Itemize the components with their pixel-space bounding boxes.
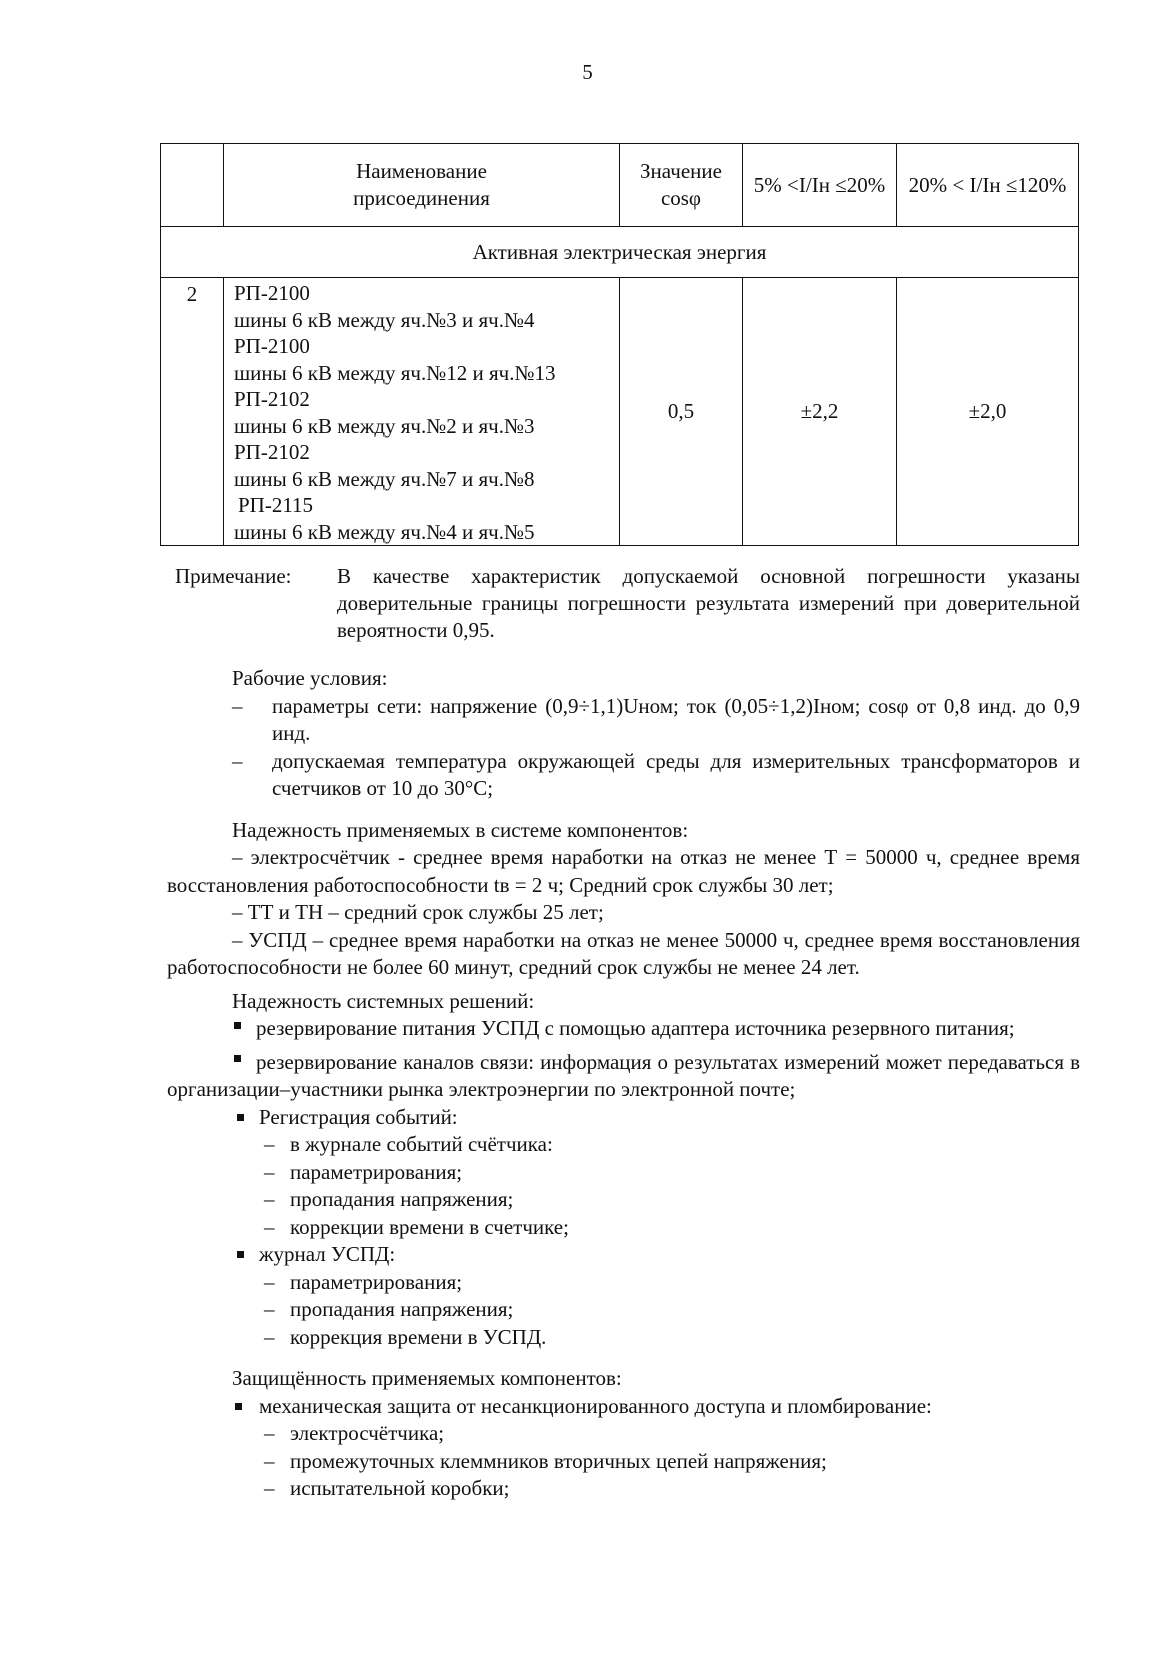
list-item-text: промежуточных клеммников вторичных цепей напряжения; [290,1448,827,1473]
header-cos: Значение cosφ [640,159,722,210]
list-item-text: коррекция времени в УСПД. [290,1324,547,1349]
bullet-text: механическая защита от несанкционированного доступа и пломбирование: [259,1393,932,1418]
header-range2: 20% < I/Iн ≤120% [897,144,1079,227]
name-line: шины 6 кВ между яч.№12 и яч.№13 [234,360,556,385]
list-item [167,1448,1080,1476]
section-row [161,227,1079,278]
name-line: РП-2115 [238,493,314,517]
list-item-text: пропадания напряжения; [290,1187,514,1211]
dash-icon: – [264,1159,275,1184]
note-block [175,563,1080,644]
name-line: РП-2102 [234,387,310,411]
working-conditions-heading: Рабочие условия: [232,666,388,690]
header-range1: 5% <I/Iн ≤20% [743,144,897,227]
bullet-text: Регистрация событий: [259,1104,458,1129]
reliability-solutions-heading: Надежность системных решений: [232,988,535,1013]
header-num-cell [161,144,224,227]
header-cos-cell [620,144,743,227]
bullet-text: резервирование каналов связи: информация о результатах измерений может передаваться в организации–участники рынка электроэнергии по электронной почте; [167,1049,1080,1101]
bullet-icon [235,1403,242,1410]
error-range1: ±2,2 [743,278,897,546]
list-item-text: испытательной коробки; [290,1476,510,1500]
bullet-icon [237,1251,244,1258]
header-name: Наименование присоединения [353,159,490,210]
dash-icon: – [264,1297,275,1321]
bullet-item [167,1241,1080,1269]
list-item-text: пропадания напряжения; [290,1297,514,1321]
list-item-text: параметрирования; [290,1269,463,1294]
body-text [167,665,1080,1503]
dash-icon: – [232,748,243,773]
list-item [167,1214,1080,1242]
name-line: РП-2100 [234,281,310,305]
dash-icon: – [264,1187,275,1211]
bullet-text: резервирование питания УСПД с помощью адаптера источника резервного питания; [256,1016,1015,1040]
protection-heading: Защищённость применяемых компонентов: [232,1366,622,1390]
bullet-icon [237,1114,244,1121]
accuracy-table [160,143,1079,546]
list-item-text: в журнале событий счётчика: [290,1132,553,1156]
name-line: шины 6 кВ между яч.№3 и яч.№4 [234,307,535,332]
list-item: – ТТ и ТН – средний срок службы 25 лет; [232,900,604,924]
table-row [161,278,1079,546]
bullet-icon [234,1055,241,1062]
dash-icon: – [264,1448,275,1473]
cos-value: 0,5 [620,278,743,546]
list-item-text: электросчётчика; [290,1421,445,1445]
list-item [167,1475,1080,1503]
connection-names [224,278,620,546]
name-line: РП-2102 [234,440,310,464]
list-item [167,1420,1080,1448]
list-item [167,1131,1080,1159]
bullet-item [167,1049,1080,1104]
error-range2: ±2,0 [897,278,1079,546]
bullet-icon [234,1022,241,1029]
dash-icon: – [264,1421,275,1445]
dash-icon: – [264,1324,275,1349]
bullet-item [167,1015,1080,1043]
bullet-item [167,1393,1080,1421]
list-item [167,1296,1080,1324]
list-item-text: параметрирования; [290,1159,463,1184]
note-text: В качестве характеристик допускаемой основной погрешности указаны доверительные границы погрешности результата измерений при доверительной вероятности 0,95. [337,564,1080,642]
list-item-text: коррекции времени в счетчике; [290,1214,569,1239]
name-line: РП-2100 [234,334,310,358]
section-title: Активная электрическая энергия [161,227,1079,278]
page-number: 5 [582,60,593,84]
dash-icon: – [264,1214,275,1239]
list-item [167,1159,1080,1187]
table-header-row [161,144,1079,227]
list-item: – электросчётчик - среднее время наработки на отказ не менее Т = 50000 ч, среднее время восстановления работоспособности tв = 2 ч; Средний срок службы 30 лет; [167,845,1080,897]
bullet-item [167,1104,1080,1132]
list-item-text: параметры сети: напряжение (0,9÷1,1)Uном; ток (0,05÷1,2)Iном; cosφ от 0,8 инд. до 0,9 инд. [272,693,1080,745]
header-name-cell [224,144,620,227]
note-label: Примечание: [175,564,292,588]
list-item: – УСПД – среднее время наработки на отказ не менее 50000 ч, среднее время восстановления работоспособности не более 60 минут, средний срок службы не менее 24 лет. [167,927,1080,979]
bullet-text: журнал УСПД: [259,1242,396,1266]
row-number: 2 [161,278,224,546]
dash-icon: – [264,1476,275,1500]
dash-icon: – [264,1132,275,1156]
reliability-components-heading: Надежность применяемых в системе компонентов: [232,817,689,842]
list-item-text: допускаемая температура окружающей среды для измерительных трансформаторов и счетчиков от 10 до 30°С; [272,748,1080,800]
list-item [167,1324,1080,1352]
list-item [167,1269,1080,1297]
dash-icon: – [232,693,243,718]
dash-icon: – [264,1269,275,1294]
list-item [167,748,1080,803]
name-line: шины 6 кВ между яч.№2 и яч.№3 [234,413,535,438]
list-item [167,1186,1080,1214]
name-line: шины 6 кВ между яч.№7 и яч.№8 [234,466,535,491]
list-item [167,693,1080,748]
name-line: шины 6 кВ между яч.№4 и яч.№5 [234,519,535,544]
